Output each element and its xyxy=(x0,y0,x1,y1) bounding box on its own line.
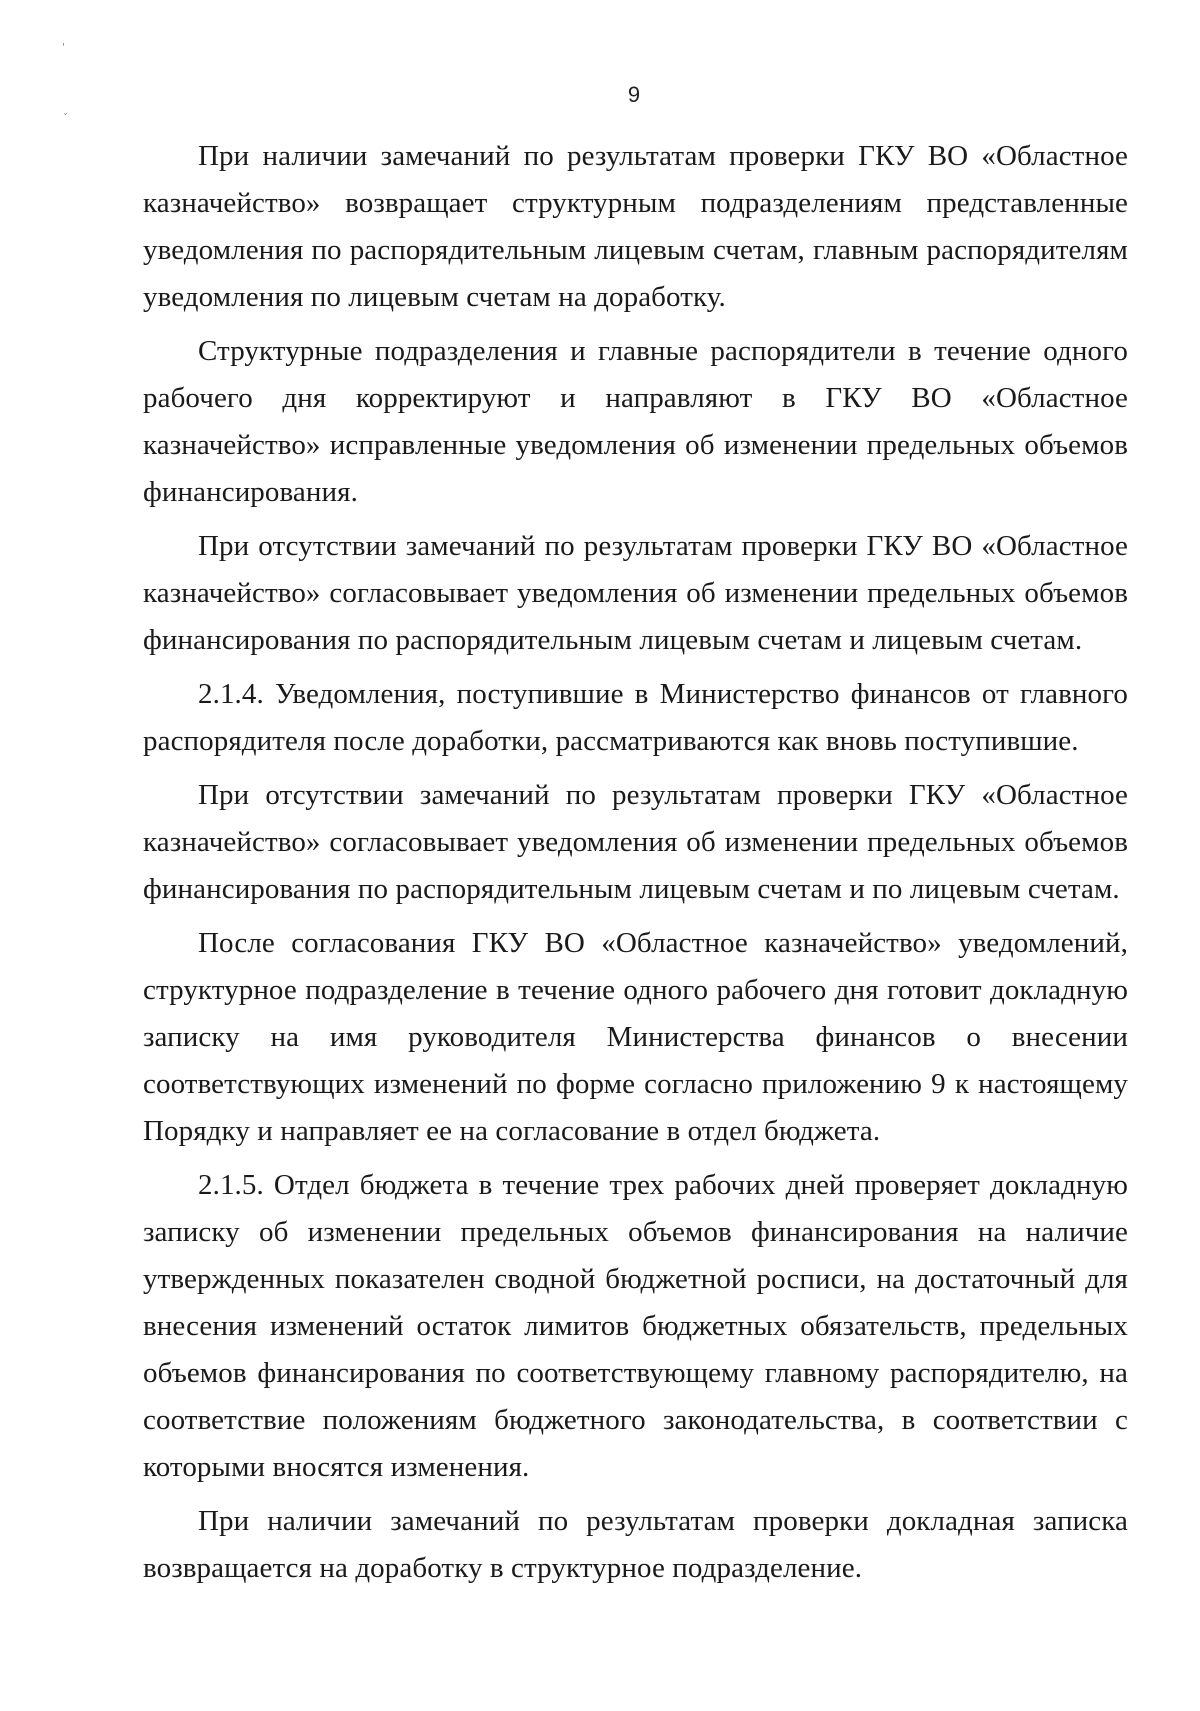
paragraph: При наличии замечаний по результатам проверки ГКУ ВО «Областное казначейство» возвращает структурным подразделениям представленные уведомления по распорядительным лицевым счетам, главным распорядителям уведомления по лицевым счетам на доработку. xyxy=(143,140,1128,313)
paragraph: Структурные подразделения и главные распорядители в течение одного рабочего дня корректируют и направляют в ГКУ ВО «Областное казначейство» исправленные уведомления об изменении предельных объемов финансирования. xyxy=(143,335,1128,508)
paragraph: При наличии замечаний по результатам проверки докладная записка возвращается на доработку в структурное подразделение. xyxy=(143,1505,1128,1584)
paragraph: При отсутствии замечаний по результатам проверки ГКУ ВО «Областное казначейство» согласовывает уведомления об изменении предельных объемов финансирования по распорядительным лицевым счетам и лицевым счетам. xyxy=(143,530,1128,656)
paragraph: При отсутствии замечаний по результатам проверки ГКУ «Областное казначейство» согласовывает уведомления об изменении предельных объемов финансирования по распорядительным лицевым счетам и по лицевым счетам. xyxy=(143,779,1128,905)
paragraph: 2.1.4. Уведомления, поступившие в Министерство финансов от главного распорядителя после доработки, рассматриваются как вновь поступившие. xyxy=(143,678,1128,757)
paragraph: После согласования ГКУ ВО «Областное казначейство» уведомлений, структурное подразделение в течение одного рабочего дня готовит докладную записку на имя руководителя Министерства финансов о внесении соответствующих изменений по форме согласно приложению 9 к настоящему Порядку и направляет ее на согласование в отдел бюджета. xyxy=(143,927,1128,1147)
scan-artifact: ˇ xyxy=(63,113,68,124)
paragraph: 2.1.5. Отдел бюджета в течение трех рабочих дней проверяет докладную записку об изменении предельных объемов финансирования на наличие утвержденных показателен сводной бюджетной росписи, на достаточный для внесения изменений остаток лимитов бюджетных обязательств, предельных объемов финансирования по соответствующему главному распорядителю, на соответствие положениям бюджетного законодательства, в соответствии с которыми вносятся изменения. xyxy=(143,1169,1128,1483)
document-body xyxy=(143,133,1128,1599)
scan-artifact: ' xyxy=(62,42,65,53)
page-number: 9 xyxy=(627,82,641,107)
